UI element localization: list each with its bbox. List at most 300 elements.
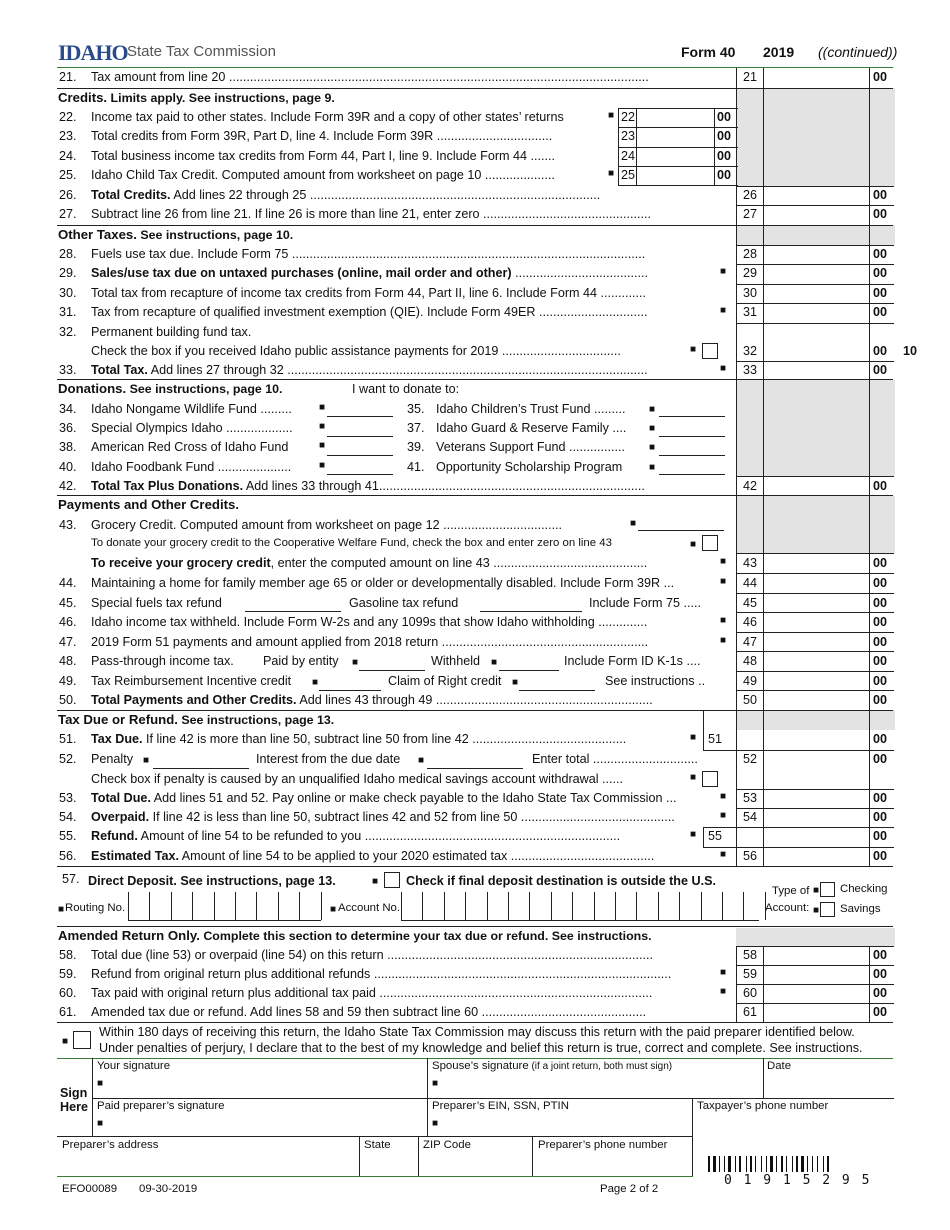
bold-part: Overpaid.	[91, 810, 150, 824]
line-text: Grocery Credit. Computed amount from worksheet on page 12 ..................................	[91, 518, 563, 532]
line-23	[57, 127, 894, 147]
digit-box[interactable]	[529, 892, 550, 920]
cents: 00	[717, 129, 732, 143]
cents: 00	[873, 556, 888, 570]
line-55	[57, 827, 894, 847]
bullet-icon: ■	[649, 462, 656, 473]
line-number: 24.	[59, 149, 77, 163]
digit-box[interactable]	[508, 892, 529, 920]
paid-by-entity-label: Paid by entity	[263, 654, 339, 668]
line-text: Idaho income tax withheld. Include Form W-2s and any 1099s that show Idaho withholding ..............	[91, 615, 648, 629]
line-number: 29.	[59, 266, 77, 280]
revision-date: 09-30-2019	[139, 1183, 198, 1195]
here-label: Here	[60, 1100, 89, 1114]
digit-box[interactable]	[256, 892, 277, 920]
bullet-icon: ■	[813, 885, 820, 896]
box-number: 59	[743, 967, 758, 981]
cents: 00	[873, 70, 888, 84]
savings-checkbox[interactable]	[820, 902, 835, 917]
line-48	[57, 652, 894, 672]
bullet-icon: ■	[720, 266, 727, 277]
digit-box[interactable]	[572, 892, 593, 920]
heading-text: Tax Due or Refund.	[58, 712, 178, 727]
barcode-bar	[708, 1156, 710, 1172]
barcode-bar	[728, 1156, 731, 1172]
line-number: 47.	[59, 635, 77, 649]
line-text: Tax Reimbursement Incentive credit	[91, 674, 292, 688]
bullet-icon: ■	[720, 791, 727, 802]
preparer-address-label: Preparer’s address	[62, 1139, 159, 1151]
digit-box[interactable]	[299, 892, 320, 920]
idaho-logo: IDAHO	[58, 40, 128, 65]
box-51-divider	[703, 710, 704, 750]
donation-34-field[interactable]	[327, 416, 393, 417]
cents: 00	[873, 286, 888, 300]
line-text: Idaho Nongame Wildlife Fund .........	[91, 402, 292, 416]
line-text: Fuels use tax due. Include Form 75 .....................................................................................................	[91, 247, 646, 261]
type-of-label: Type of	[772, 885, 810, 897]
line-text: Tax amount from line 20 ........................................................................................................................	[91, 70, 649, 84]
cents: 00	[873, 693, 888, 707]
box-number: 28	[743, 247, 758, 261]
line-number: 51.	[59, 732, 77, 746]
box-55-divider	[703, 827, 704, 847]
box-number: 49	[743, 674, 758, 688]
page-number: Page 2 of 2	[600, 1183, 659, 1195]
line-text: American Red Cross of Idaho Fund	[91, 440, 289, 454]
rule	[57, 1058, 893, 1059]
interest-label: Interest from the due date	[256, 752, 401, 766]
heading-sub: Complete this section to determine your tax due or refund. See instructions.	[199, 929, 652, 943]
barcode-bar	[796, 1156, 798, 1172]
heading-sub: See instructions, page 10.	[126, 382, 283, 396]
rule	[57, 88, 893, 89]
line-number: 55.	[59, 829, 77, 843]
cents: 00	[873, 810, 888, 824]
heading-sub: See instructions, page 10.	[136, 228, 294, 242]
sig-divider	[427, 1058, 428, 1136]
line-text: Check the box if you received Idaho public assistance payments for 2019 ..................................	[91, 344, 621, 358]
line-text: Idaho Guard & Reserve Family ....	[436, 421, 627, 435]
box-number: 47	[743, 635, 758, 649]
barcode-bar	[755, 1156, 756, 1172]
barcode-bar	[761, 1156, 762, 1172]
line-21	[57, 68, 894, 88]
line-44	[57, 574, 894, 594]
line-number: 58.	[59, 948, 77, 962]
cents: 00	[873, 732, 888, 746]
bullet-icon: ■	[720, 986, 727, 997]
line-text	[91, 829, 620, 843]
bullet-icon: ■	[608, 168, 615, 179]
your-signature-field[interactable]	[105, 1074, 423, 1096]
line-number: 23.	[59, 129, 77, 143]
withheld-field[interactable]	[499, 670, 559, 671]
sig-divider	[692, 1136, 693, 1176]
line-number: 48.	[59, 654, 77, 668]
box-number: 58	[743, 948, 758, 962]
line-number: 37.	[407, 421, 425, 435]
line-53	[57, 789, 894, 809]
barcode-digits: 0 1 9 1 5 2 9 5	[724, 1173, 872, 1188]
line-number: 33.	[59, 363, 77, 377]
sig-divider	[359, 1136, 360, 1176]
routing-label: Routing No.	[65, 902, 126, 914]
line-text	[91, 693, 653, 707]
line-number: 54.	[59, 810, 77, 824]
line-text	[91, 732, 626, 746]
zip-label: ZIP Code	[423, 1139, 471, 1151]
donation-39-field[interactable]	[659, 455, 725, 456]
box-number: 24	[621, 149, 636, 163]
line-61	[57, 1003, 894, 1023]
line-number: 38.	[59, 440, 77, 454]
account-underline	[401, 920, 759, 921]
interest-field[interactable]	[427, 768, 523, 769]
digit-box[interactable]	[128, 892, 149, 920]
box-number: 42	[743, 479, 758, 493]
line-number: 43.	[59, 518, 77, 532]
cents: 00	[873, 247, 888, 261]
paid-by-entity-field[interactable]	[359, 670, 425, 671]
bullet-icon: ■	[720, 305, 727, 316]
preparer-ein-field[interactable]	[440, 1114, 688, 1134]
inner-rule	[618, 147, 738, 148]
line-25	[57, 166, 894, 186]
bullet-icon: ■	[720, 363, 727, 374]
bold-part: Sales/use tax due on untaxed purchases (online, mail order and other)	[91, 266, 512, 280]
grocery-credit-field[interactable]	[638, 530, 724, 531]
amount: 10	[903, 344, 918, 358]
donation-37-field[interactable]	[659, 436, 725, 437]
box-number: 53	[743, 791, 758, 805]
digit-box[interactable]	[722, 892, 743, 920]
barcode-bar	[812, 1156, 813, 1172]
barcode-bar	[735, 1156, 736, 1172]
barcode-bar	[817, 1156, 818, 1172]
digit-box[interactable]	[636, 892, 657, 920]
enter-total-label: Enter total ..............................	[532, 752, 698, 766]
preparer-ein-label: Preparer’s EIN, SSN, PTIN	[432, 1100, 569, 1112]
digit-box[interactable]	[422, 892, 443, 920]
preparer-phone-field[interactable]	[538, 1152, 688, 1174]
line-text: Total due (line 53) or overpaid (line 54) on this return ............................................................................	[91, 948, 654, 962]
line-number: 42.	[59, 479, 77, 493]
outside-us-label: Check if final deposit destination is outside the U.S.	[406, 874, 716, 888]
grocery-donate-checkbox[interactable]	[702, 535, 718, 551]
line-text	[91, 266, 648, 280]
barcode-bar	[746, 1156, 747, 1172]
box-number: 32	[743, 344, 758, 358]
bullet-icon: ■	[432, 1078, 439, 1089]
line-text	[91, 188, 600, 202]
barcode-bar	[781, 1156, 783, 1172]
donation-38-field[interactable]	[327, 455, 393, 456]
bullet-icon: ■	[319, 440, 326, 451]
barcode-image	[708, 1156, 900, 1172]
text-part: Add lines 27 through 32 .......................................................................................................	[147, 363, 648, 377]
box-number: 54	[743, 810, 758, 824]
tax-due-heading	[58, 712, 334, 727]
continued-label: ((continued))	[818, 44, 898, 60]
line-22	[57, 108, 894, 128]
bullet-icon: ■	[720, 615, 727, 626]
donate-label: I want to donate to:	[352, 382, 460, 396]
line-number: 30.	[59, 286, 77, 300]
sig-divider	[92, 1058, 93, 1136]
account-label: Account No.	[338, 902, 401, 914]
text-part: If line 42 is less than line 50, subtract lines 42 and 52 from line 50 ............................................	[149, 810, 675, 824]
gasoline-label: Gasoline tax refund	[349, 596, 459, 610]
box-number: 21	[743, 70, 758, 84]
donations-heading	[58, 381, 282, 396]
line-42	[57, 477, 894, 497]
gray-area-amended	[736, 928, 895, 946]
bold-part: Total Credits.	[91, 188, 171, 202]
bold-part: Estimated Tax.	[91, 849, 179, 863]
bullet-icon: ■	[690, 829, 697, 840]
bullet-icon: ■	[97, 1118, 104, 1129]
digit-box[interactable]	[214, 892, 235, 920]
line-number: 35.	[407, 402, 425, 416]
cents: 00	[873, 654, 888, 668]
gasoline-field[interactable]	[480, 611, 582, 612]
line-number: 27.	[59, 207, 77, 221]
line-28	[57, 245, 894, 265]
sign-label: Sign	[60, 1086, 88, 1100]
digit-box[interactable]	[487, 892, 508, 920]
bullet-icon: ■	[608, 110, 615, 121]
box-number: 33	[743, 363, 758, 377]
cents: 00	[873, 479, 888, 493]
savings-label: Savings	[840, 903, 881, 915]
line-number: 36.	[59, 421, 77, 435]
bullet-icon: ■	[690, 732, 697, 743]
bullet-icon: ■	[330, 904, 337, 915]
cents: 00	[873, 752, 888, 766]
cents: 00	[873, 791, 888, 805]
digit-box[interactable]	[551, 892, 572, 920]
barcode-bar	[739, 1156, 741, 1172]
digit-box[interactable]	[594, 892, 615, 920]
line-number: 57.	[62, 872, 80, 886]
line-text: Tax paid with original return plus additional tax paid ..............................................................................	[91, 986, 653, 1000]
donation-41-field[interactable]	[659, 474, 725, 475]
rule	[57, 1136, 693, 1137]
line-number: 52.	[59, 752, 77, 766]
text-part: Add lines 43 through 49 ..............................................................	[296, 693, 653, 707]
digit-box[interactable]	[658, 892, 679, 920]
grocery-donate-text: To donate your grocery credit to the Cooperative Welfare Fund, check the box and enter zero on line 43	[91, 537, 612, 549]
digit-box[interactable]	[765, 892, 786, 920]
rule	[57, 495, 893, 496]
sig-divider	[532, 1136, 533, 1176]
box-number: 23	[621, 129, 636, 143]
line-number: 45.	[59, 596, 77, 610]
line-text: Special Olympics Idaho ...................	[91, 421, 293, 435]
text-part: Amount of line 54 to be refunded to you .........................................................................	[137, 829, 621, 843]
digit-box[interactable]	[192, 892, 213, 920]
preparer-authorization-checkbox[interactable]	[73, 1031, 91, 1049]
outside-us-checkbox[interactable]	[384, 872, 400, 888]
cents: 00	[873, 576, 888, 590]
bold-part: Total Due.	[91, 791, 151, 805]
text-part: ......................................	[511, 266, 649, 280]
bullet-icon: ■	[690, 772, 697, 783]
payments-heading: Payments and Other Credits.	[58, 497, 240, 512]
bullet-icon: ■	[720, 967, 727, 978]
include-label: Include Form ID K-1s ....	[564, 654, 701, 668]
cents: 00	[873, 967, 888, 981]
rule	[57, 866, 893, 867]
bullet-icon: ■	[720, 810, 727, 821]
text-part: Amount of line 54 to be applied to your 2020 estimated tax .........................................	[178, 849, 655, 863]
line-29	[57, 264, 894, 284]
digit-box[interactable]	[171, 892, 192, 920]
cents: 00	[873, 363, 888, 377]
digit-box[interactable]	[235, 892, 256, 920]
box-number: 44	[743, 576, 758, 590]
bullet-icon: ■	[319, 421, 326, 432]
barcode-bar	[776, 1156, 777, 1172]
cents: 00	[873, 596, 888, 610]
line-number: 22.	[59, 110, 77, 124]
penalty-field[interactable]	[153, 768, 249, 769]
inner-rule	[618, 166, 738, 167]
bullet-icon: ■	[649, 442, 656, 453]
line-number: 32.	[59, 325, 77, 339]
bullet-icon: ■	[62, 1036, 69, 1047]
line-32-check	[57, 342, 918, 362]
heading-text: Donations.	[58, 381, 127, 396]
box-number: 56	[743, 849, 758, 863]
bold-part: Tax Due.	[91, 732, 143, 746]
box-number: 29	[743, 266, 758, 280]
digit-box[interactable]	[149, 892, 170, 920]
line-text: Total credits from Form 39R, Part D, line 4. Include Form 39R .................................	[91, 129, 553, 143]
barcode-bar	[792, 1156, 793, 1172]
donation-40-field[interactable]	[327, 474, 393, 475]
line-text: Pass-through income tax.	[91, 654, 234, 668]
spouse-note: (if a joint return, both must sign)	[528, 1061, 673, 1072]
box-number: 43	[743, 556, 758, 570]
gray-area-other	[736, 225, 895, 245]
taxpayer-phone-field[interactable]	[697, 1114, 892, 1134]
line-number: 53.	[59, 791, 77, 805]
bullet-icon: ■	[312, 677, 319, 688]
digit-box[interactable]	[701, 892, 722, 920]
line-52-check	[57, 770, 894, 790]
barcode-bar	[786, 1156, 787, 1172]
bullet-icon: ■	[720, 576, 727, 587]
zip-field[interactable]	[423, 1152, 528, 1174]
line-43-receive	[57, 554, 894, 574]
digit-box[interactable]	[679, 892, 700, 920]
date-field[interactable]	[767, 1074, 892, 1096]
digit-box[interactable]	[743, 892, 764, 920]
msa-penalty-checkbox[interactable]	[702, 771, 718, 787]
line-number: 39.	[407, 440, 425, 454]
bullet-icon: ■	[143, 755, 150, 766]
inner-rule	[618, 127, 738, 128]
line-text	[91, 849, 654, 863]
line-46	[57, 613, 894, 633]
bullet-icon: ■	[720, 556, 727, 567]
form-code: EFO00089	[62, 1183, 118, 1195]
donation-35-field[interactable]	[659, 416, 725, 417]
donation-36-field[interactable]	[327, 436, 393, 437]
barcode-bar	[766, 1156, 767, 1172]
special-fuels-field[interactable]	[245, 611, 341, 612]
line-32	[57, 323, 894, 343]
spouse-signature-field[interactable]	[440, 1074, 760, 1096]
bullet-icon: ■	[630, 518, 637, 529]
line-text	[91, 791, 676, 805]
heading-text: Credits.	[58, 90, 108, 105]
digit-box[interactable]	[465, 892, 486, 920]
line-number: 25.	[59, 168, 77, 182]
barcode-bar	[719, 1156, 720, 1172]
line-text: Subtract line 26 from line 21. If line 26 is more than line 21, enter zero ................................................	[91, 207, 651, 221]
bullet-icon: ■	[690, 344, 697, 355]
rule	[57, 1022, 893, 1023]
account-type-label: Account:	[765, 902, 810, 914]
checking-checkbox[interactable]	[820, 882, 835, 897]
line-number: 41.	[407, 460, 425, 474]
line-text: Permanent building fund tax.	[91, 325, 252, 339]
line-56	[57, 847, 894, 867]
line-number: 21.	[59, 70, 77, 84]
line-text	[91, 810, 675, 824]
preparer-signature-field[interactable]	[105, 1114, 423, 1134]
line-number: 26.	[59, 188, 77, 202]
preparer-address-field[interactable]	[62, 1152, 356, 1174]
bold-part: Total Payments and Other Credits.	[91, 693, 297, 707]
line-50	[57, 691, 894, 711]
box-number: 31	[743, 305, 758, 319]
heading-text: Other Taxes.	[58, 227, 137, 242]
digit-box[interactable]	[615, 892, 636, 920]
include-label: Include Form 75 .....	[589, 596, 701, 610]
routing-underline	[128, 920, 321, 921]
other-taxes-heading	[58, 227, 293, 242]
box-number: 51	[708, 732, 723, 746]
digit-box[interactable]	[444, 892, 465, 920]
bullet-icon: ■	[352, 657, 359, 668]
barcode-bar	[724, 1156, 725, 1172]
public-assistance-checkbox[interactable]	[702, 343, 718, 359]
cents: 00	[873, 305, 888, 319]
sig-divider	[692, 1098, 693, 1136]
state-field[interactable]	[364, 1152, 414, 1174]
heading-sub: Limits apply. See instructions, page 9.	[107, 91, 335, 105]
cents: 00	[717, 168, 732, 182]
bullet-icon: ■	[649, 423, 656, 434]
line-number: 61.	[59, 1005, 77, 1019]
box-number: 22	[621, 110, 636, 124]
line-26	[57, 186, 894, 206]
text-part: Add lines 33 through 41............................................................................	[243, 479, 645, 493]
rule	[57, 1176, 693, 1177]
digit-box[interactable]	[278, 892, 299, 920]
line-51	[57, 730, 894, 750]
line-number: 50.	[59, 693, 77, 707]
bullet-icon: ■	[319, 460, 326, 471]
bullet-icon: ■	[418, 755, 425, 766]
bullet-icon: ■	[690, 539, 697, 550]
barcode-bar	[823, 1156, 824, 1172]
digit-box[interactable]	[401, 892, 422, 920]
